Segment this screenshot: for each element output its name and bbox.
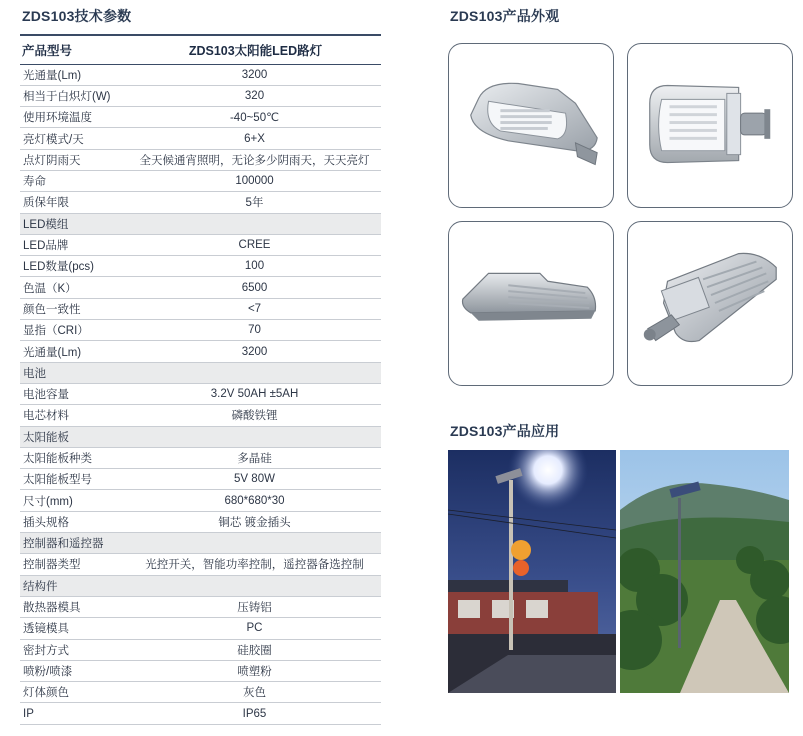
- spec-group-row: [20, 362, 381, 383]
- product-image-side: [448, 221, 614, 386]
- application-section-title: ZDS103产品应用: [450, 423, 560, 439]
- spec-label: 光通量(Lm): [20, 64, 128, 85]
- spec-row: [20, 405, 381, 426]
- spec-value: 70: [128, 320, 381, 341]
- spec-label: 寿命: [20, 170, 128, 191]
- spec-row: [20, 256, 381, 277]
- spec-row: [20, 234, 381, 255]
- spec-value: [128, 575, 381, 596]
- spec-group-row: [20, 533, 381, 554]
- spec-label: 光通量(Lm): [20, 341, 128, 362]
- rural-road-photo-icon: [620, 450, 789, 693]
- spec-label: 太阳能板种类: [20, 447, 128, 468]
- spec-label: 灯体颜色: [20, 682, 128, 703]
- spec-row: [20, 383, 381, 404]
- spec-value: 320: [128, 85, 381, 106]
- spec-label: 色温（K）: [20, 277, 128, 298]
- spec-label: 颜色一致性: [20, 298, 128, 319]
- spec-table-body: [20, 64, 381, 724]
- spec-value: [128, 213, 381, 234]
- spec-value: [128, 426, 381, 447]
- product-image-top: [627, 43, 793, 208]
- spec-value: 6500: [128, 277, 381, 298]
- spec-header-label: 产品型号: [20, 35, 128, 64]
- spec-row: [20, 320, 381, 341]
- spec-label: 点灯阴雨天: [20, 149, 128, 170]
- spec-label: 透镜模具: [20, 618, 128, 639]
- spec-label: LED品牌: [20, 234, 128, 255]
- spec-row: [20, 277, 381, 298]
- spec-row: [20, 107, 381, 128]
- spec-value: 灰色: [128, 682, 381, 703]
- spec-label: IP: [20, 703, 128, 724]
- spec-label: 密封方式: [20, 639, 128, 660]
- spec-value: [128, 533, 381, 554]
- spec-value: CREE: [128, 234, 381, 255]
- street-light-back-icon: [628, 222, 792, 385]
- spec-row: [20, 554, 381, 575]
- spec-row: [20, 64, 381, 85]
- spec-value: 100000: [128, 170, 381, 191]
- spec-label: LED模组: [20, 213, 128, 234]
- spec-group-row: [20, 213, 381, 234]
- spec-row: [20, 192, 381, 213]
- spec-value: 3200: [128, 64, 381, 85]
- spec-row: [20, 341, 381, 362]
- application-photo-night: [448, 450, 616, 693]
- spec-label: 电芯材料: [20, 405, 128, 426]
- spec-label: LED数量(pcs): [20, 256, 128, 277]
- spec-label: 尺寸(mm): [20, 490, 128, 511]
- product-image-back: [627, 221, 793, 386]
- spec-label: 质保年限: [20, 192, 128, 213]
- spec-value: 5V 80W: [128, 469, 381, 490]
- spec-label: 散热器模具: [20, 596, 128, 617]
- spec-label: 控制器和遥控器: [20, 533, 128, 554]
- spec-label: 亮灯模式/天: [20, 128, 128, 149]
- spec-value: 磷酸铁锂: [128, 405, 381, 426]
- spec-row: [20, 703, 381, 724]
- spec-label: 结构件: [20, 575, 128, 596]
- spec-header-row: [20, 35, 381, 64]
- spec-row: [20, 469, 381, 490]
- spec-label: 电池: [20, 362, 128, 383]
- spec-value: 压铸铝: [128, 596, 381, 617]
- spec-value: 3.2V 50AH ±5AH: [128, 383, 381, 404]
- spec-row: [20, 298, 381, 319]
- spec-row: [20, 447, 381, 468]
- spec-row: [20, 85, 381, 106]
- spec-table: [20, 34, 381, 725]
- spec-value: 5年: [128, 192, 381, 213]
- street-light-front-icon: [449, 44, 613, 207]
- spec-row: [20, 511, 381, 532]
- spec-label: 太阳能板: [20, 426, 128, 447]
- spec-row: [20, 682, 381, 703]
- spec-header-value: ZDS103太阳能LED路灯: [128, 35, 381, 64]
- street-light-side-icon: [449, 222, 613, 385]
- spec-label: 插头规格: [20, 511, 128, 532]
- spec-group-row: [20, 575, 381, 596]
- spec-row: [20, 128, 381, 149]
- spec-row: [20, 149, 381, 170]
- spec-value: 喷塑粉: [128, 660, 381, 681]
- spec-value: PC: [128, 618, 381, 639]
- street-light-top-icon: [628, 44, 792, 207]
- spec-row: [20, 618, 381, 639]
- spec-label: 电池容量: [20, 383, 128, 404]
- spec-value: IP65: [128, 703, 381, 724]
- spec-value: 多晶硅: [128, 447, 381, 468]
- spec-value: 3200: [128, 341, 381, 362]
- spec-group-row: [20, 426, 381, 447]
- spec-label: 显指（CRI）: [20, 320, 128, 341]
- spec-value: 全天候通宵照明，无论多少阴雨天，天天亮灯: [128, 149, 381, 170]
- spec-value: [128, 362, 381, 383]
- spec-label: 太阳能板型号: [20, 469, 128, 490]
- spec-value: 硅胶圈: [128, 639, 381, 660]
- spec-value: 6+X: [128, 128, 381, 149]
- spec-label: 控制器类型: [20, 554, 128, 575]
- spec-value: -40~50℃: [128, 107, 381, 128]
- spec-label: 喷粉/喷漆: [20, 660, 128, 681]
- spec-section-title: ZDS103技术参数: [22, 8, 132, 24]
- appearance-section-title: ZDS103产品外观: [450, 8, 560, 24]
- night-street-photo-icon: [448, 450, 616, 693]
- spec-value: 100: [128, 256, 381, 277]
- spec-row: [20, 639, 381, 660]
- application-photo-day: [620, 450, 789, 693]
- spec-value: <7: [128, 298, 381, 319]
- spec-label: 相当于白炽灯(W): [20, 85, 128, 106]
- spec-value: 铜芯 镀金插头: [128, 511, 381, 532]
- spec-row: [20, 660, 381, 681]
- spec-label: 使用环境温度: [20, 107, 128, 128]
- product-image-front: [448, 43, 614, 208]
- spec-row: [20, 490, 381, 511]
- spec-value: 光控开关，智能功率控制，遥控器备选控制: [128, 554, 381, 575]
- spec-value: 680*680*30: [128, 490, 381, 511]
- spec-row: [20, 170, 381, 191]
- spec-row: [20, 596, 381, 617]
